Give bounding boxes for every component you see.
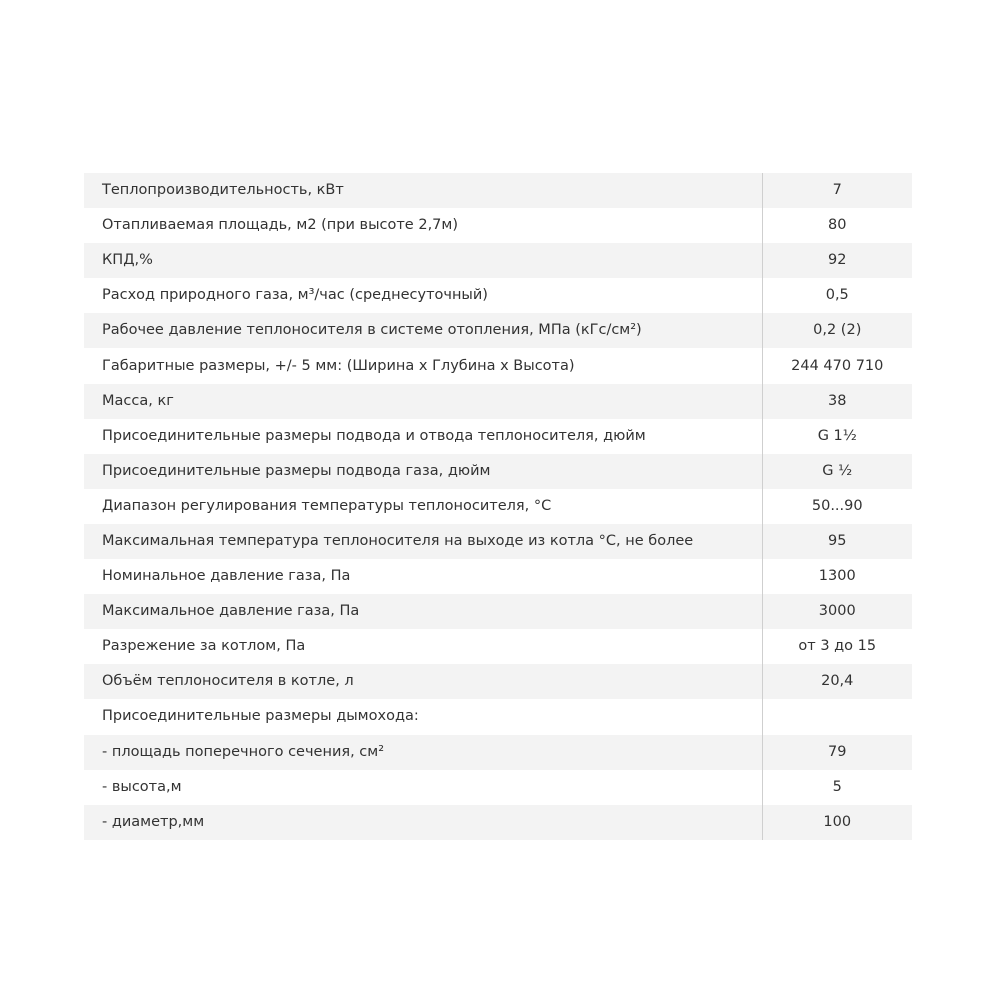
spec-name: Объём теплоносителя в котле, л bbox=[84, 664, 762, 699]
table-row bbox=[84, 629, 912, 664]
table-row bbox=[84, 699, 912, 734]
table-row bbox=[84, 454, 912, 489]
spec-table bbox=[84, 173, 912, 840]
spec-name: КПД,% bbox=[84, 243, 762, 278]
spec-name: - высота,м bbox=[84, 770, 762, 805]
spec-value: 38 bbox=[828, 392, 847, 409]
spec-value: 0,2 (2) bbox=[813, 322, 862, 339]
table-row bbox=[84, 173, 912, 208]
spec-value: 0,5 bbox=[825, 287, 849, 304]
spec-value: 95 bbox=[828, 532, 847, 549]
spec-value: 80 bbox=[828, 217, 847, 234]
table-row bbox=[84, 243, 912, 278]
table-row bbox=[84, 735, 912, 770]
spec-name: Габаритные размеры, +/- 5 мм: (Ширина х Глубина х Высота) bbox=[84, 348, 762, 383]
spec-value: от 3 до 15 bbox=[798, 638, 877, 655]
spec-value: 5 bbox=[832, 778, 842, 795]
table-row bbox=[84, 559, 912, 594]
spec-name: Максимальное давление газа, Па bbox=[84, 594, 762, 629]
spec-name: Максимальная температура теплоносителя на выходе из котла °С, не более bbox=[84, 524, 762, 559]
spec-name: Присоединительные размеры дымохода: bbox=[84, 699, 762, 734]
spec-value: 1300 bbox=[818, 568, 856, 585]
table-row bbox=[84, 770, 912, 805]
table-row bbox=[84, 489, 912, 524]
spec-name: - площадь поперечного сечения, см² bbox=[84, 735, 762, 770]
table-row bbox=[84, 313, 912, 348]
spec-value: G ½ bbox=[822, 462, 853, 479]
spec-name: Расход природного газа, м³/час (среднесуточный) bbox=[84, 278, 762, 313]
spec-name: Номинальное давление газа, Па bbox=[84, 559, 762, 594]
table-row bbox=[84, 278, 912, 313]
spec-name: Разрежение за котлом, Па bbox=[84, 629, 762, 664]
spec-value: 244 470 710 bbox=[791, 357, 884, 374]
table-row bbox=[84, 805, 912, 840]
spec-value: 100 bbox=[823, 813, 852, 830]
table-row bbox=[84, 524, 912, 559]
spec-name: Отапливаемая площадь, м2 (при высоте 2,7м) bbox=[84, 208, 762, 243]
table-row bbox=[84, 419, 912, 454]
spec-name: Диапазон регулирования температуры теплоносителя, °С bbox=[84, 489, 762, 524]
spec-value: 20,4 bbox=[821, 673, 854, 690]
spec-name: Масса, кг bbox=[84, 384, 762, 419]
table-row bbox=[84, 208, 912, 243]
spec-value: 79 bbox=[828, 743, 847, 760]
spec-value: 92 bbox=[828, 252, 847, 269]
spec-name: Присоединительные размеры подвода газа, дюйм bbox=[84, 454, 762, 489]
spec-value: G 1½ bbox=[817, 427, 857, 444]
table-row bbox=[84, 664, 912, 699]
spec-name: - диаметр,мм bbox=[84, 805, 762, 840]
spec-name: Рабочее давление теплоносителя в системе отопления, МПа (кГс/см²) bbox=[84, 313, 762, 348]
spec-value: 50...90 bbox=[811, 497, 863, 514]
table-row bbox=[84, 348, 912, 383]
table-row bbox=[84, 384, 912, 419]
spec-value bbox=[762, 699, 912, 734]
spec-name: Теплопроизводительность, кВт bbox=[84, 173, 762, 208]
spec-value: 3000 bbox=[818, 603, 856, 620]
spec-name: Присоединительные размеры подвода и отвода теплоносителя, дюйм bbox=[84, 419, 762, 454]
spec-value: 7 bbox=[832, 182, 842, 199]
table-row bbox=[84, 594, 912, 629]
